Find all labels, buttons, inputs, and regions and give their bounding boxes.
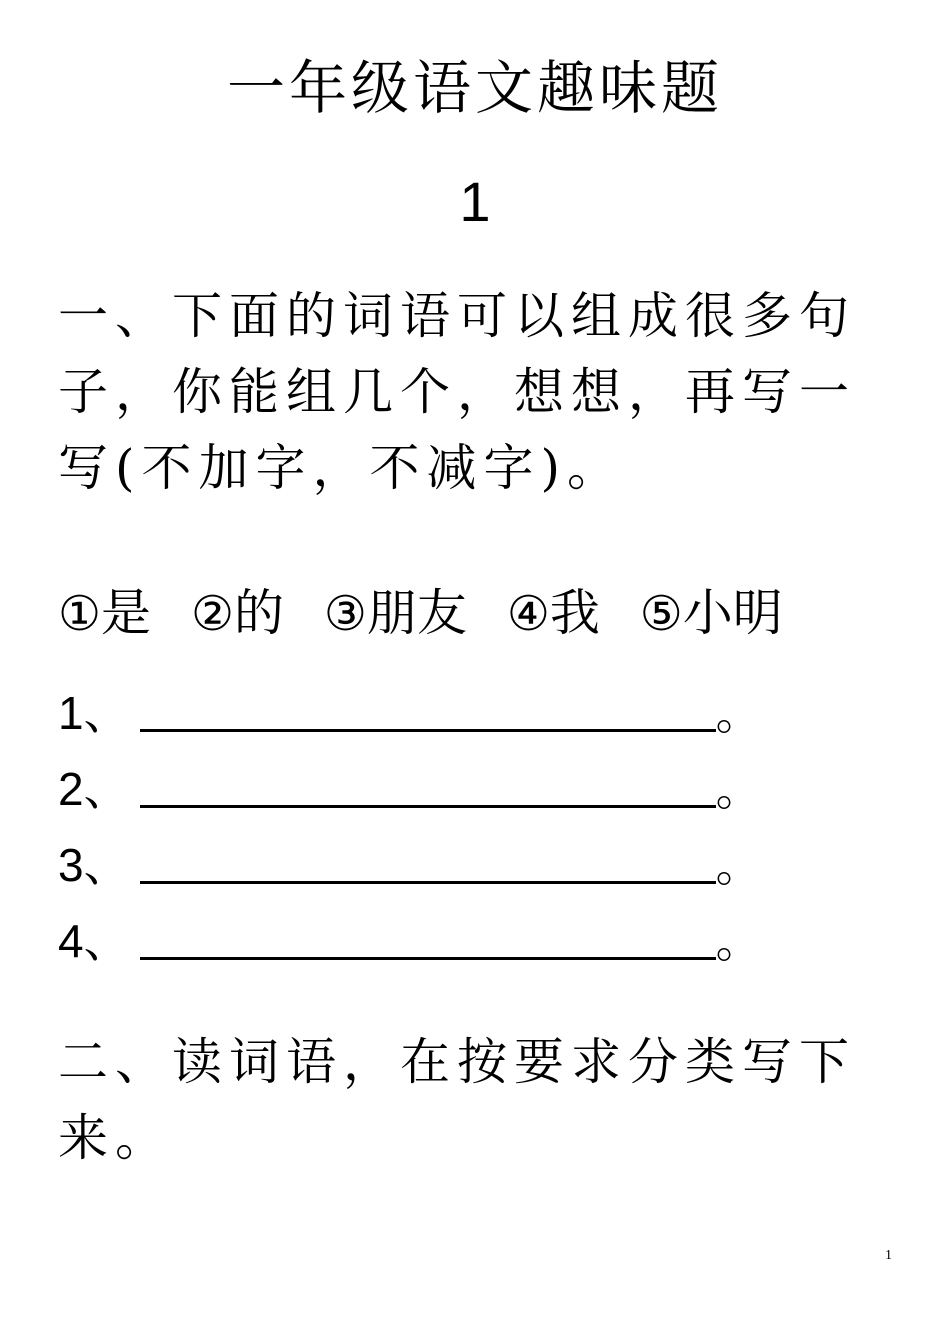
answer-line: 2 、 。 (58, 762, 762, 816)
answer-blank[interactable] (140, 685, 716, 732)
answer-number: 1 (58, 687, 84, 739)
answer-number: 3 (58, 839, 84, 891)
answer-number: 2 (58, 763, 84, 815)
question-1-text: 一、下面的词语可以组成很多句子，你能组几个，想想，再写一写(不加字，不减字)。 (58, 287, 856, 497)
word-option: ②的 (190, 584, 284, 642)
answer-number: 4 (58, 915, 84, 967)
page-number: 1 (885, 1248, 892, 1263)
worksheet-number: 1 (459, 170, 491, 233)
answer-line: 1 、 。 (58, 686, 762, 740)
answer-lines (58, 662, 918, 966)
answer-blank[interactable] (140, 837, 716, 884)
word-option: ①是 (58, 584, 152, 642)
word-options (58, 578, 918, 649)
answer-blank[interactable] (140, 913, 716, 960)
answer-blank[interactable] (140, 761, 716, 808)
word-option: ⑤小明 (639, 584, 783, 642)
answer-line: 3 、 。 (58, 838, 762, 892)
answer-line: 4 、 。 (58, 914, 762, 968)
word-option: ③朋友 (323, 584, 467, 642)
question-2-text: 二、读词语，在按要求分类写下来。 (58, 1033, 856, 1167)
word-option: ④我 (506, 584, 600, 642)
page-title: 一年级语文趣味题 (226, 54, 723, 122)
